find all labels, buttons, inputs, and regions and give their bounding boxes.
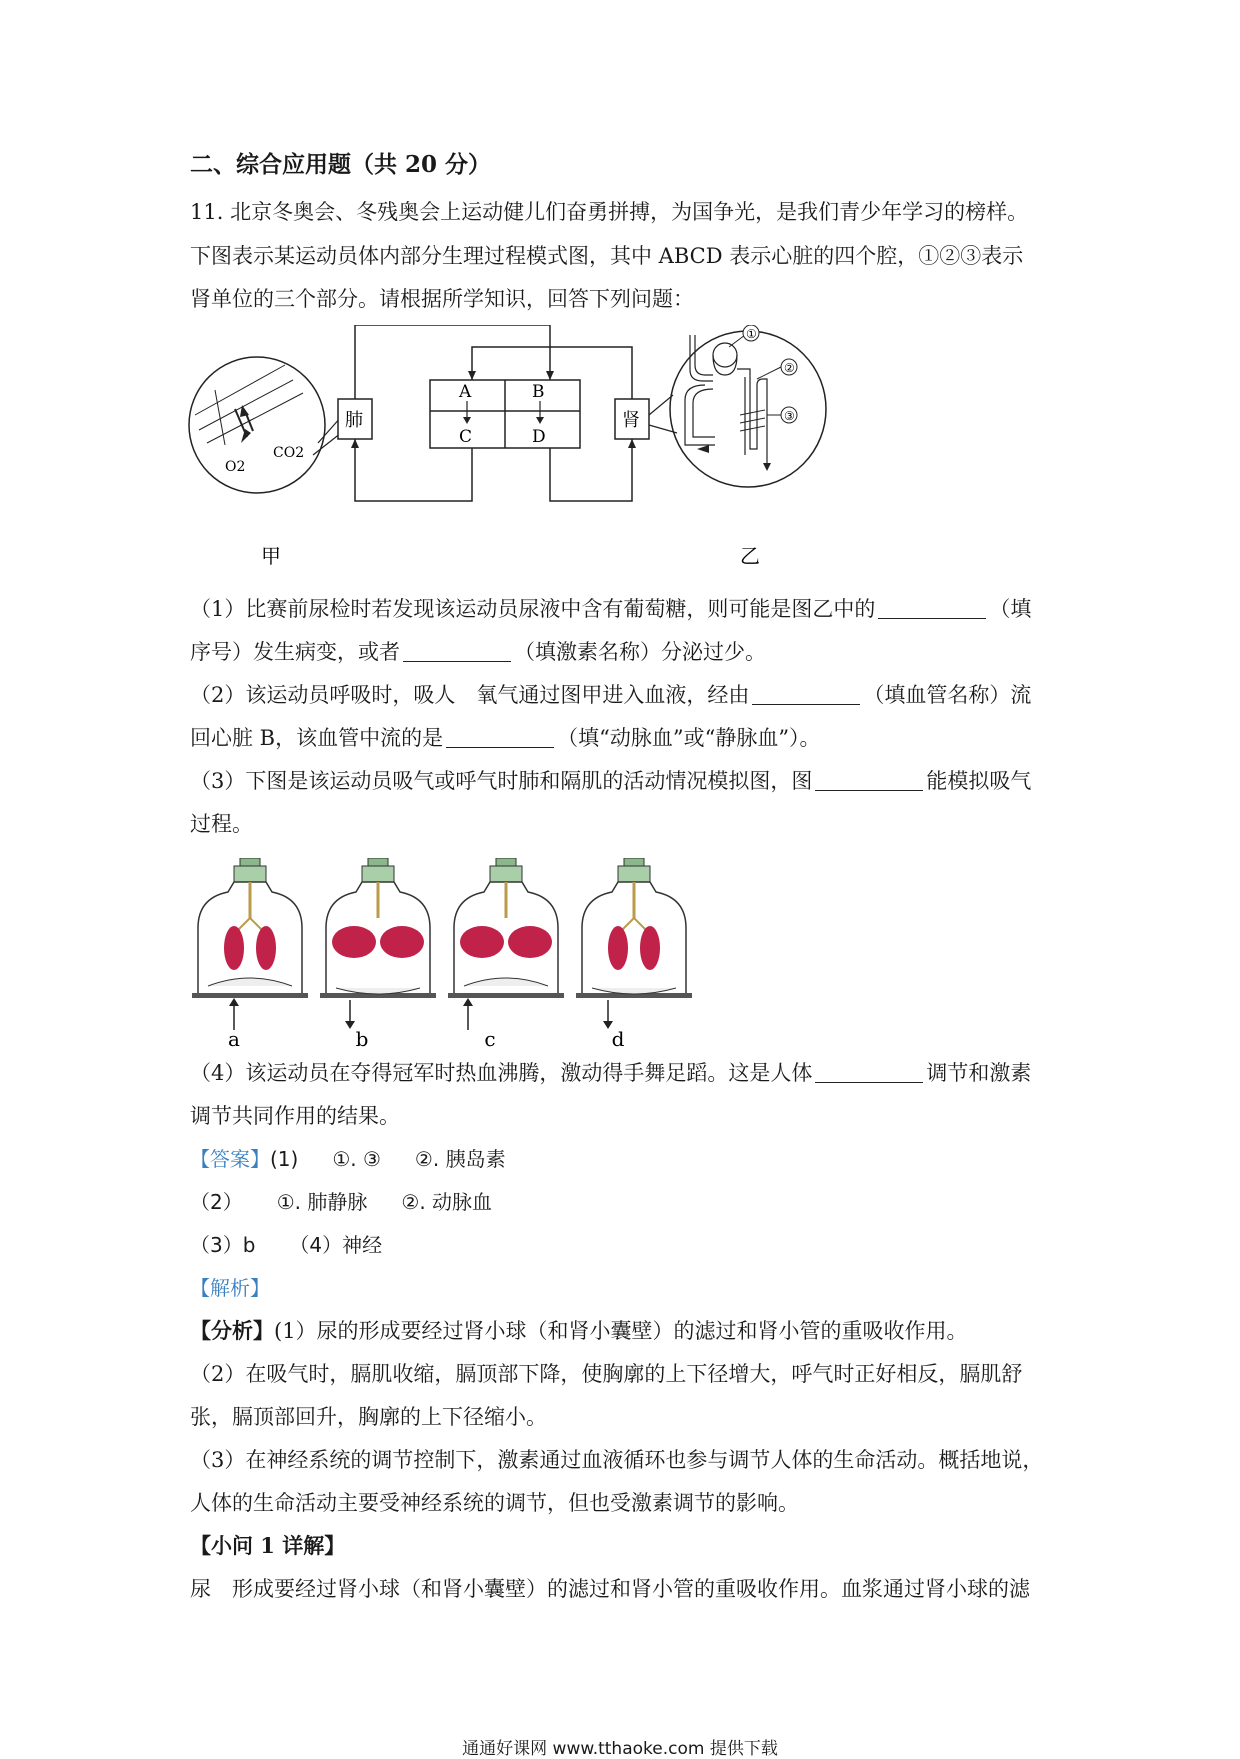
lung-label: 肺 [345,410,363,431]
q3-line-1: （3）下图是该运动员吸气或呼气时肺和隔肌的活动情况模拟图，图 能模拟吸气 [190,769,1032,793]
caption-jia: 甲 [261,544,281,568]
lung-right-d [640,926,660,970]
q2-line-1: （2）该运动员呼吸时，吸人 氧气通过图甲进入血液，经由 （填血管名称）流 [190,683,1032,707]
analysis-p1: 【分析】(1）尿的形成要经过肾小球（和肾小囊壁）的滤过和肾小管的重吸收作用。 [190,1318,968,1343]
q4-line-2: 调节共同作用的结果。 [190,1104,400,1128]
q1-line-2: 序号）发生病变，或者 （填激素名称）分泌过少。 [190,640,766,664]
lung-left-c [460,926,504,958]
q3-line-2: 过程。 [190,812,253,836]
lung-right-b [380,926,424,958]
jar-label-c: c [484,1027,496,1048]
lung-left-a [224,926,244,970]
chamber-a: A [459,382,472,402]
jar-c [448,858,564,1048]
analysis-tag: 【解析】 [190,1276,270,1300]
detail-line: 尿 形成要经过肾小球（和肾小囊壁）的滤过和肾小管的重吸收作用。血浆通过肾小球的滤 [190,1577,1030,1601]
o2-label: O2 [225,459,246,475]
jar-label-d: d [611,1027,625,1048]
chamber-b: B [532,382,545,402]
jar-label-b: b [355,1027,369,1048]
answer-tag: 【答案】 [190,1147,270,1171]
lung-right-a [256,926,276,970]
jar-d [576,858,692,1048]
co2-label: CO2 [273,445,305,461]
page-footer: 通通好课网 www.tthaoke.com 提供下载 [462,1739,778,1759]
question-stem-line-2: 下图表示某运动员体内部分生理过程模式图，其中 ABCD 表示心脏的四个腔，①②③表示 [190,244,1024,268]
detail-tag: 【小问 1 详解】 [190,1533,346,1558]
q4-blank-1[interactable] [815,1060,923,1083]
lung-left-b [332,926,376,958]
jar-a [192,858,308,1048]
answer-line-3: （3）b （4）神经 [190,1233,383,1257]
jar-label-a: a [228,1027,240,1048]
nephron-label-3: ③ [784,409,795,423]
caption-yi: 乙 [740,544,760,568]
chamber-d: D [532,427,546,447]
circulation-diagram [185,325,885,585]
fenxi-tag: 【分析】 [190,1318,274,1343]
question-stem-line-3: 肾单位的三个部分。请根据所学知识，回答下列问题： [190,287,694,311]
analysis-p2b: 张，膈顶部回升，胸廓的上下径缩小。 [190,1405,547,1429]
q1-blank-1[interactable] [878,596,986,619]
q2-blank-2[interactable] [446,725,554,748]
glomerulus [713,343,737,367]
lung-right-c [508,926,552,958]
question-stem-line-1: 11. 北京冬奥会、冬残奥会上运动健儿们奋勇拼搏，为国争光，是我们青少年学习的榜样。 [190,200,1029,224]
q3-blank-1[interactable] [815,768,923,791]
q4-line-1: （4）该运动员在夺得冠军时热血沸腾，激动得手舞足蹈。这是人体 调节和激素 [190,1061,1032,1085]
q2-blank-1[interactable] [752,682,860,705]
chamber-c: C [459,427,473,447]
section-title: 二、综合应用题（共 20 分） [190,151,492,178]
lung-left-d [608,926,628,970]
kidney-label: 肾 [622,410,640,431]
nephron-label-2: ② [784,361,795,375]
analysis-p3a: （3）在神经系统的调节控制下，激素通过血液循环也参与调节人体的生命活动。概括地说， [190,1448,1044,1472]
bell-jar-models [188,858,718,1048]
q2-line-2: 回心脏 B，该血管中流的是 （填“动脉血”或“静脉血”）。 [190,726,821,750]
analysis-p3b: 人体的生命活动主要受神经系统的调节，但也受激素调节的影响。 [190,1491,799,1515]
answer-line-2: （2） ①. 肺静脉 ②. 动脉血 [190,1190,493,1214]
jar-b [320,858,436,1048]
answer-line-1: 【答案】(1) ①. ③ ②. 胰岛素 [190,1147,506,1171]
analysis-p2a: （2）在吸气时，膈肌收缩，膈顶部下降，使胸廓的上下径增大，呼气时正好相反，膈肌舒 [190,1362,1023,1386]
nephron-label-1: ① [746,327,757,341]
q1-blank-2[interactable] [403,639,511,662]
q1-line-1: （1）比赛前尿检时若发现该运动员尿液中含有葡萄糖，则可能是图乙中的 （填 [190,597,1032,621]
